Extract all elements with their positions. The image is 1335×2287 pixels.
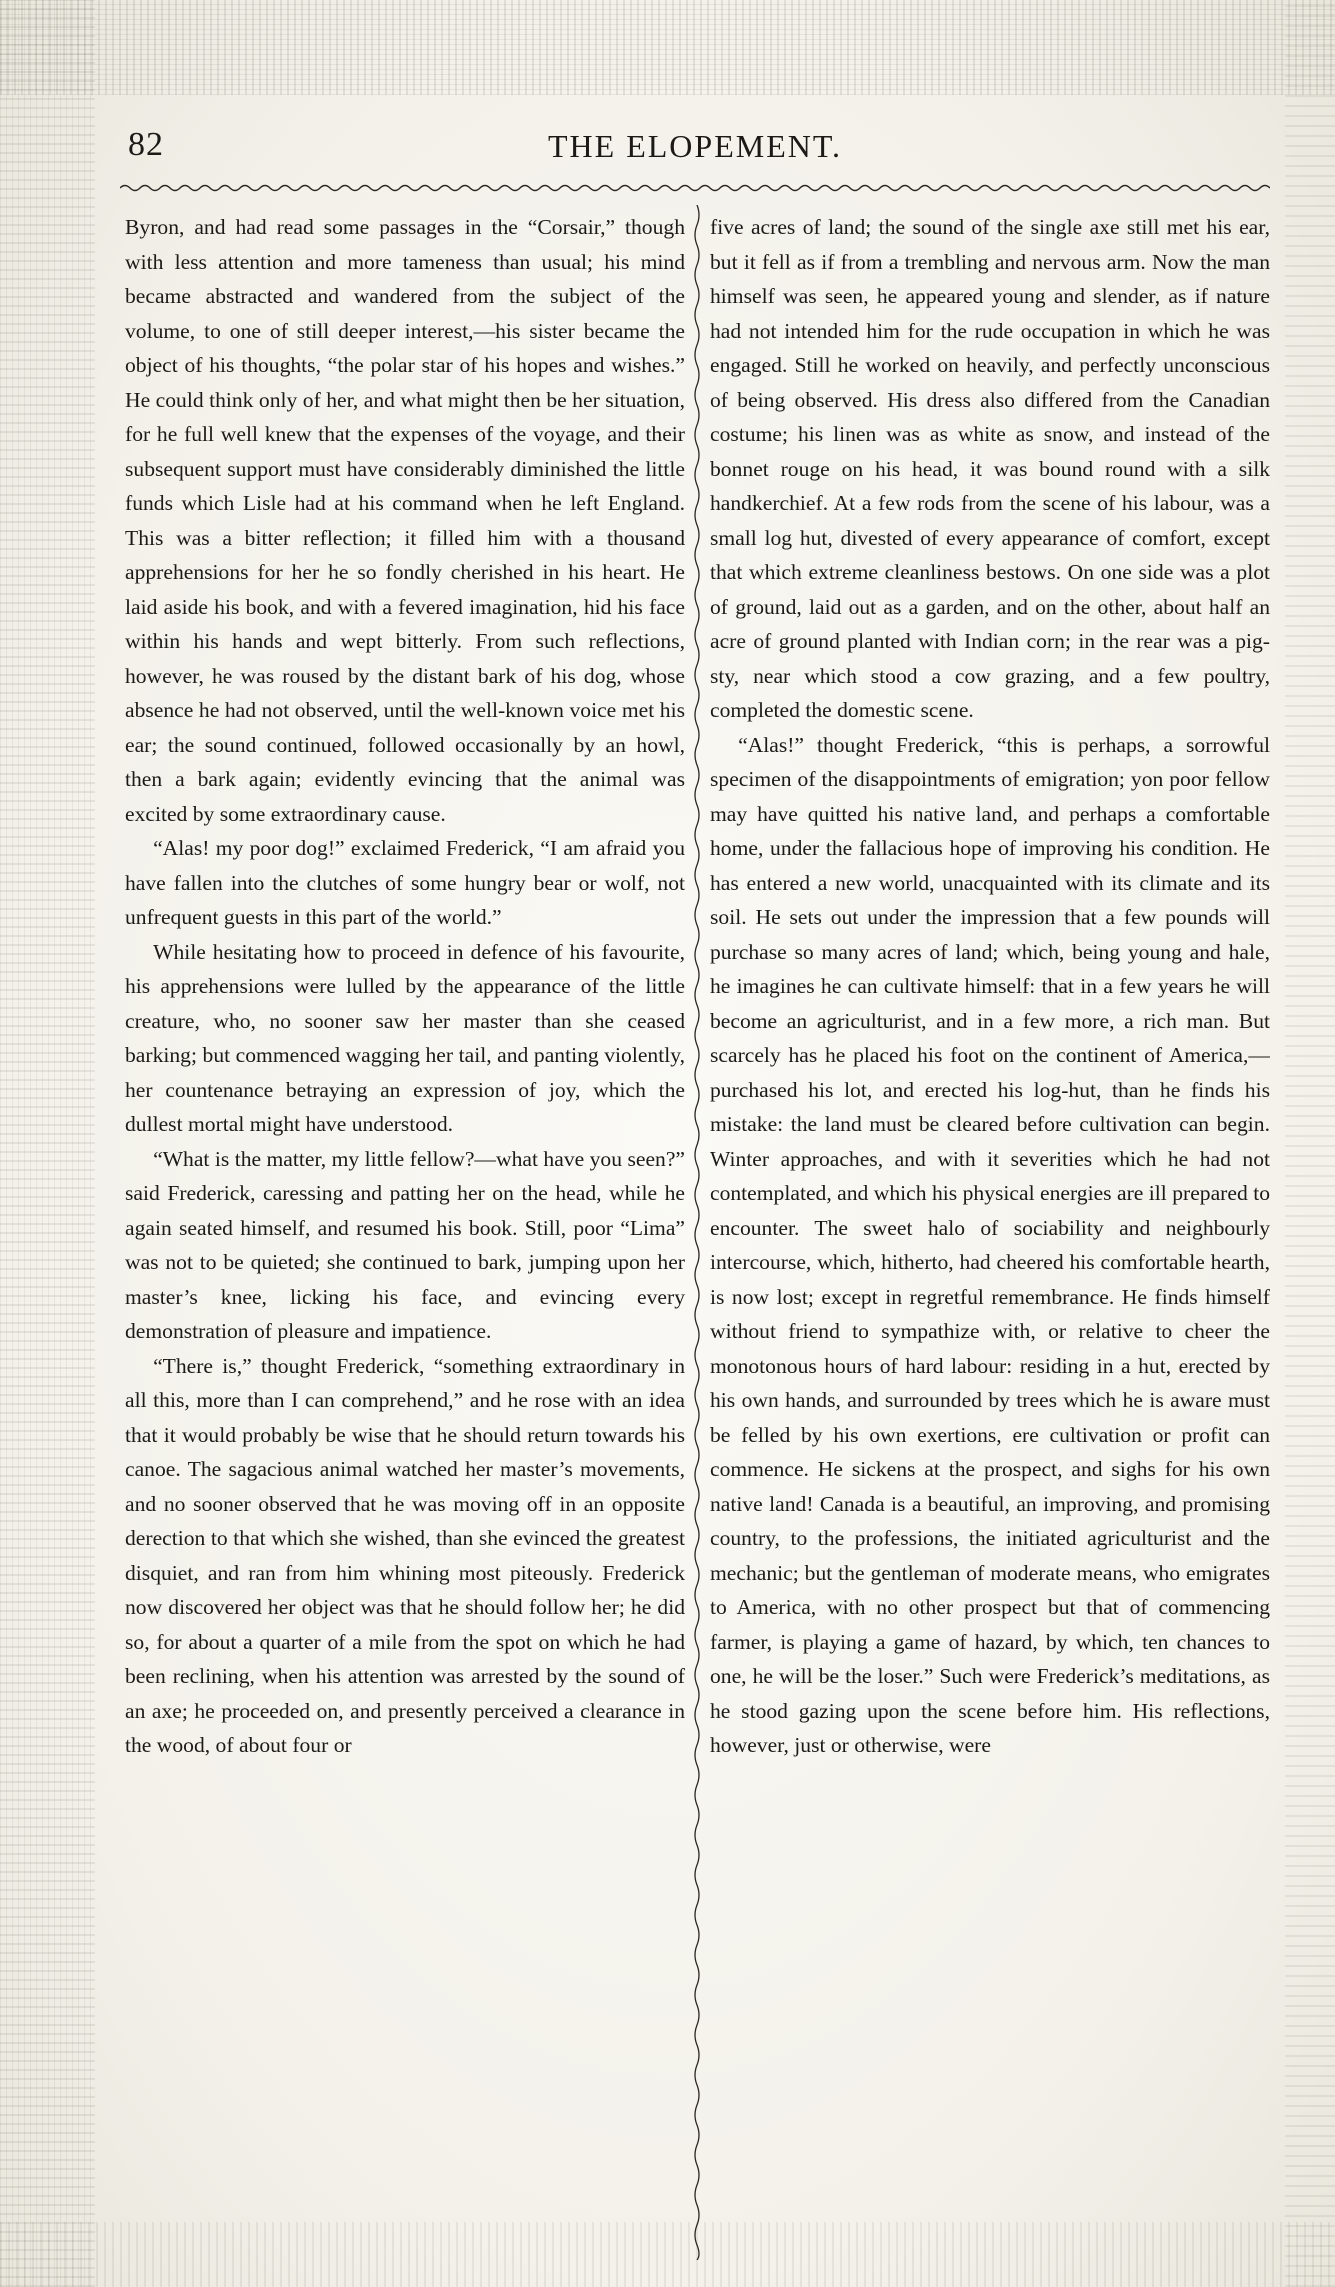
- text-column-right: [710, 210, 1270, 2260]
- paragraph: “Alas!” thought Frederick, “this is perhaps, a sorrowful specimen of the disappointments of emigration; yon poor fellow may have quitted his native land, and perhaps a comfortable home, under the fallacious hope of improving his condition. He has entered a new world, unacquainted with its climate and its soil. He sets out under the impression that a few pounds will purchase so many acres of land; which, being young and hale, he imagines he can cultivate himself: that in a few years he will become an agriculturist, and in a few more, a rich man. But scarcely has he placed his foot on the continent of America,—purchased his lot, and erected his log-hut, than he finds his mistake: the land must be cleared before cultivation can begin. Winter approaches, and with it severities which he had not contemplated, and which his physical energies are ill prepared to encounter. The sweet halo of sociability and neighbourly intercourse, which, hitherto, had cheered his comfortable hearth, is now lost; except in regretful remembrance. He finds himself without friend to sympathize with, or relative to cheer the monotonous hours of hard labour: residing in a hut, erected by his own hands, and surrounded by trees which he is aware must be felled by his own exertions, ere cultivation or profit can commence. He sickens at the prospect, and sighs for his own native land! Canada is a beautiful, an improving, and promising country, to the professions, the initiated agriculturist and the mechanic; but the gentleman of moderate means, who emigrates to America, with no other prospect but that of commencing farmer, is playing a game of hazard, by which, ten chances to one, he will be the loser.” Such were Frederick’s meditations, as he stood gazing upon the scene before him. His reflections, however, just or otherwise, were: [710, 732, 1270, 1757]
- column-divider-rule: [692, 205, 702, 2260]
- header-wavy-rule: [120, 183, 1270, 193]
- scan-noise-top: [0, 0, 1335, 95]
- scan-noise-left: [0, 0, 95, 2287]
- scan-noise-right: [1285, 0, 1335, 2287]
- paragraph: While hesitating how to proceed in defence of his favourite, his apprehensions were lulled by the appearance of the little creature, who, no sooner saw her master than she ceased barking; but commenced wagging her tail, and panting violently, her countenance betraying an expression of joy, which the dullest mortal might have understood.: [125, 939, 685, 1136]
- running-title: THE ELOPEMENT.: [547, 128, 843, 164]
- page-header: [120, 120, 1270, 180]
- paragraph: “There is,” thought Frederick, “something extraordinary in all this, more than I can comprehend,” and he rose with an idea that it would probably be wise that he should return towards his canoe. The sagacious animal watched her master’s movements, and no sooner observed that he was moving off in an opposite derection to that which she wished, than she evinced the greatest disquiet, and ran from him whining most piteously. Frederick now discovered her object was that he should follow her; he did so, for about a quarter of a mile from the spot on which he had been reclining, when his attention was arrested by the sound of an axe; he proceeded on, and presently perceived a clearance in the wood, of about four or: [125, 1353, 685, 1757]
- text-column-left: [125, 210, 685, 2260]
- paragraph: “Alas! my poor dog!” exclaimed Frederick, “I am afraid you have fallen into the clutches of some hungry bear or wolf, not unfrequent guests in this part of the world.”: [125, 836, 685, 929]
- page-number: 82: [128, 126, 164, 163]
- paragraph: “What is the matter, my little fellow?—what have you seen?” said Frederick, caressing and patting her on the head, while he again seated himself, and resumed his book. Still, poor “Lima” was not to be quieted; she continued to bark, jumping upon her master’s knee, licking his face, and evincing every demonstration of pleasure and impatience.: [125, 1146, 685, 1343]
- paragraph: Byron, and had read some passages in the “Corsair,” though with less attention and more tameness than usual; his mind became abstracted and wandered from the subject of the volume, to one of still deeper interest,—his sister became the object of his thoughts, “the polar star of his hopes and wishes.” He could think only of her, and what might then be her situation, for he full well knew that the expenses of the voyage, and their subsequent support must have considerably diminished the little funds which Lisle had at his command when he left England. This was a bitter reflection; it filled him with a thousand apprehensions for her he so fondly cherished in his heart. He laid aside his book, and with a fevered imagination, hid his face within his hands and wept bitterly. From such reflections, however, he was roused by the distant bark of his dog, whose absence he had not observed, until the well-known voice met his ear; the sound continued, followed occasionally by an howl, then a bark again; evidently evincing that the animal was excited by some extraordinary cause.: [125, 215, 685, 826]
- paragraph: five acres of land; the sound of the single axe still met his ear, but it fell as if from a trembling and nervous arm. Now the man himself was seen, he appeared young and slender, as if nature had not intended him for the rude occupation in which he was engaged. Still he worked on heavily, and perfectly unconscious of being observed. His dress also differed from the Canadian costume; his linen was as white as snow, and instead of the bonnet rouge on his head, it was bound round with a silk handkerchief. At a few rods from the scene of his labour, was a small log hut, divested of every appearance of comfort, except that which extreme cleanliness bestows. On one side was a plot of ground, laid out as a garden, and on the other, about half an acre of ground planted with Indian corn; in the rear was a pig-sty, near which stood a cow grazing, and a few poultry, completed the domestic scene.: [710, 215, 1270, 722]
